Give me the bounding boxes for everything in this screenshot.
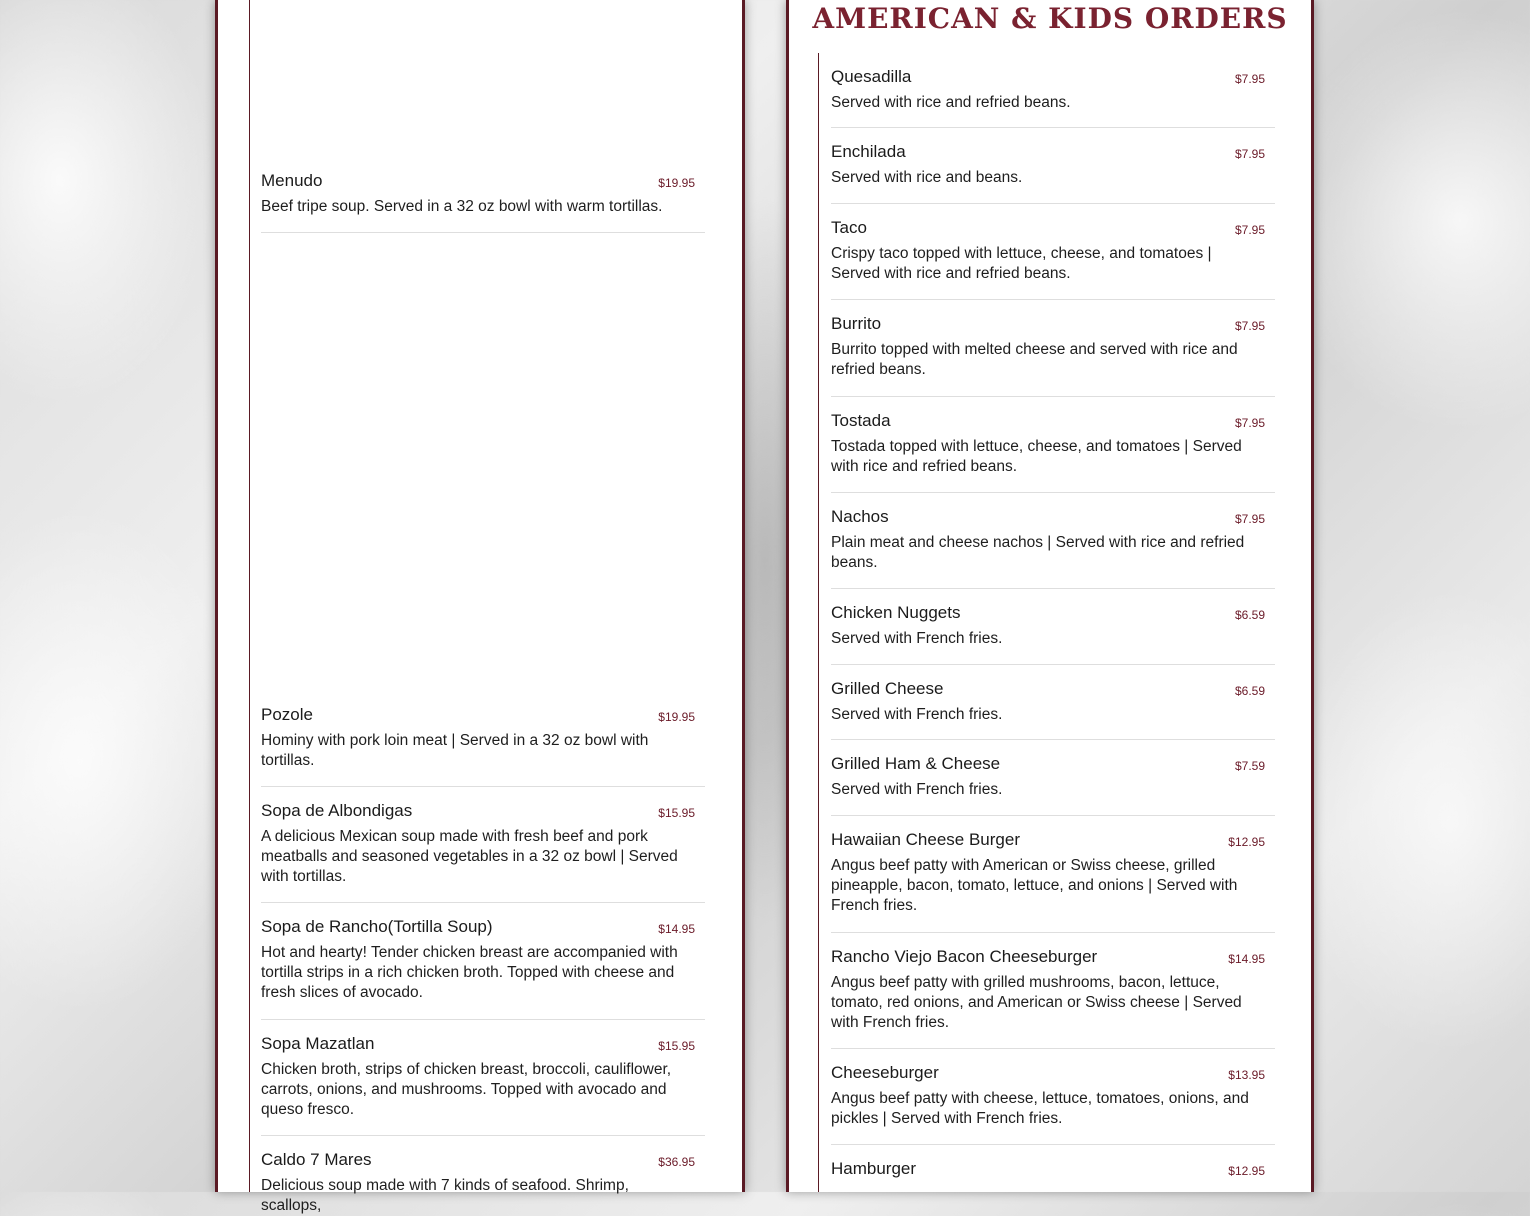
- menu-item-description: Served with French fries.: [831, 781, 1003, 798]
- menu-item-description: Angus beef patty with American or Swiss cheese, grilled pineapple, bacon, tomato, lettuce, and onions | Served with French fries.: [831, 857, 1238, 914]
- menu-item-price: $12.95: [1228, 835, 1265, 849]
- menu-item-description: Served with French fries.: [831, 630, 1003, 647]
- panel-inner-rule: [249, 0, 250, 1192]
- menu-item-price: $7.95: [1234, 319, 1265, 333]
- menu-item-description: Beef tripe soup. Served in a 32 oz bowl with warm tortillas.: [261, 198, 663, 215]
- menu-item-name: Hawaiian Cheese Burger: [831, 830, 1020, 849]
- menu-item-name: Sopa de Albondigas: [261, 801, 413, 820]
- menu-item-description: Tostada topped with lettuce, cheese, and tomatoes | Served with rice and refried beans.: [831, 438, 1242, 475]
- menu-item-name: Nachos: [831, 507, 889, 526]
- menu-item-description: Burrito topped with melted cheese and served with rice and refried beans.: [831, 341, 1238, 378]
- menu-item-menudo[interactable]: [261, 171, 705, 233]
- menu-item-name: Pozole: [261, 705, 313, 724]
- menu-item-price: $7.95: [1234, 416, 1265, 430]
- menu-item-description: A delicious Mexican soup made with fresh beef and pork meatballs and seasoned vegetables in a 32 oz bowl | Served with tortillas.: [261, 828, 678, 885]
- menu-item-price: $13.95: [1228, 1068, 1265, 1082]
- menu-item-burrito[interactable]: [831, 314, 1275, 397]
- menu-item-nachos[interactable]: [831, 507, 1275, 589]
- menu-item-price: $12.95: [1228, 1164, 1265, 1178]
- section-title: AMERICAN & KIDS ORDERS: [812, 2, 1288, 35]
- menu-item-hamburger[interactable]: [831, 1159, 1275, 1192]
- menu-item-price: $7.95: [1234, 223, 1265, 237]
- menu-item-name: Cheeseburger: [831, 1063, 939, 1082]
- menu-item-rancho-viejo-bacon-cheeseburger[interactable]: [831, 947, 1275, 1049]
- american-kids-menu-panel: [786, 0, 1314, 1192]
- menu-item-grilled-ham-cheese[interactable]: [831, 754, 1275, 816]
- menu-item-name: Sopa Mazatlan: [261, 1034, 375, 1053]
- menu-item-description: Hominy with pork loin meat | Served in a 32 oz bowl with tortillas.: [261, 732, 649, 769]
- menu-item-name: Rancho Viejo Bacon Cheeseburger: [831, 947, 1098, 966]
- panel-inner-rule: [818, 53, 819, 1192]
- menu-item-price: $15.95: [658, 1039, 695, 1053]
- menu-item-price: $6.59: [1234, 608, 1265, 622]
- menu-item-name: Caldo 7 Mares: [261, 1150, 372, 1169]
- menu-item-price: $14.95: [1228, 952, 1265, 966]
- menu-item-cheeseburger[interactable]: [831, 1063, 1275, 1145]
- menu-item-name: Quesadilla: [831, 67, 912, 86]
- menu-item-chicken-nuggets[interactable]: [831, 603, 1275, 665]
- menu-item-description: Plain meat and cheese nachos | Served with rice and refried beans.: [831, 534, 1245, 571]
- soups-menu-panel: [215, 0, 745, 1214]
- menu-item-price: $15.95: [658, 806, 695, 820]
- menu-item-name: Grilled Cheese: [831, 679, 944, 698]
- menu-item-name: Enchilada: [831, 142, 906, 161]
- menu-item-price: $36.95: [658, 1155, 695, 1169]
- menu-item-price: $6.59: [1234, 684, 1265, 698]
- menu-item-description: Angus beef patty with cheese, lettuce, tomatoes, onions, and pickles | Served with French fries.: [831, 1090, 1249, 1127]
- menu-item-sopa-de-albondigas[interactable]: [261, 801, 705, 903]
- menu-item-sopa-mazatlan[interactable]: [261, 1034, 705, 1136]
- menu-item-price: $7.59: [1234, 759, 1265, 773]
- menu-item-name: Hamburger: [831, 1159, 917, 1178]
- menu-item-price: $7.95: [1234, 72, 1265, 86]
- menu-item-price: $7.95: [1234, 147, 1265, 161]
- menu-item-description: Hot and hearty! Tender chicken breast are accompanied with tortilla strips in a rich chicken broth. Topped with cheese and fresh slices of avocado.: [261, 944, 678, 1001]
- menu-item-description: Crispy taco topped with lettuce, cheese, and tomatoes | Served with rice and refried beans.: [831, 245, 1212, 282]
- menu-item-taco[interactable]: [831, 218, 1275, 300]
- menu-item-description: Served with French fries.: [831, 706, 1003, 723]
- menu-item-price: $19.95: [658, 176, 695, 190]
- menu-item-quesadilla[interactable]: [831, 67, 1275, 128]
- menu-item-description: Chicken broth, strips of chicken breast, broccoli, cauliflower, carrots, onions, and mushrooms. Topped with avocado and queso fresco.: [261, 1061, 672, 1118]
- menu-item-name: Grilled Ham & Cheese: [831, 754, 1001, 773]
- menu-item-hawaiian-cheese-burger[interactable]: [831, 830, 1275, 933]
- menu-item-grilled-cheese[interactable]: [831, 679, 1275, 740]
- menu-item-pozole[interactable]: [261, 705, 705, 787]
- menu-item-name: Menudo: [261, 171, 323, 190]
- menu-item-enchilada[interactable]: [831, 142, 1275, 204]
- menu-item-caldo-7-mares[interactable]: [261, 1150, 705, 1214]
- menu-item-name: Chicken Nuggets: [831, 603, 961, 622]
- menu-item-description: Served with rice and beans.: [831, 169, 1023, 186]
- menu-item-name: Taco: [831, 218, 867, 237]
- menu-item-description: Served with rice and refried beans.: [831, 94, 1071, 111]
- menu-item-price: $14.95: [658, 922, 695, 936]
- menu-item-tostada[interactable]: [831, 411, 1275, 493]
- menu-item-description: Delicious soup made with 7 kinds of seafood. Shrimp, scallops,: [261, 1177, 629, 1214]
- menu-item-name: Sopa de Rancho(Tortilla Soup): [261, 917, 493, 936]
- menu-item-description: Angus beef patty with grilled mushrooms, bacon, lettuce, tomato, red onions, and American or Swiss cheese | Served with French fries.: [831, 974, 1242, 1031]
- menu-item-name: Tostada: [831, 411, 891, 430]
- menu-item-name: Burrito: [831, 314, 882, 333]
- menu-item-price: $19.95: [658, 710, 695, 724]
- menu-item-price: $7.95: [1234, 512, 1265, 526]
- menu-item-sopa-de-rancho[interactable]: [261, 917, 705, 1020]
